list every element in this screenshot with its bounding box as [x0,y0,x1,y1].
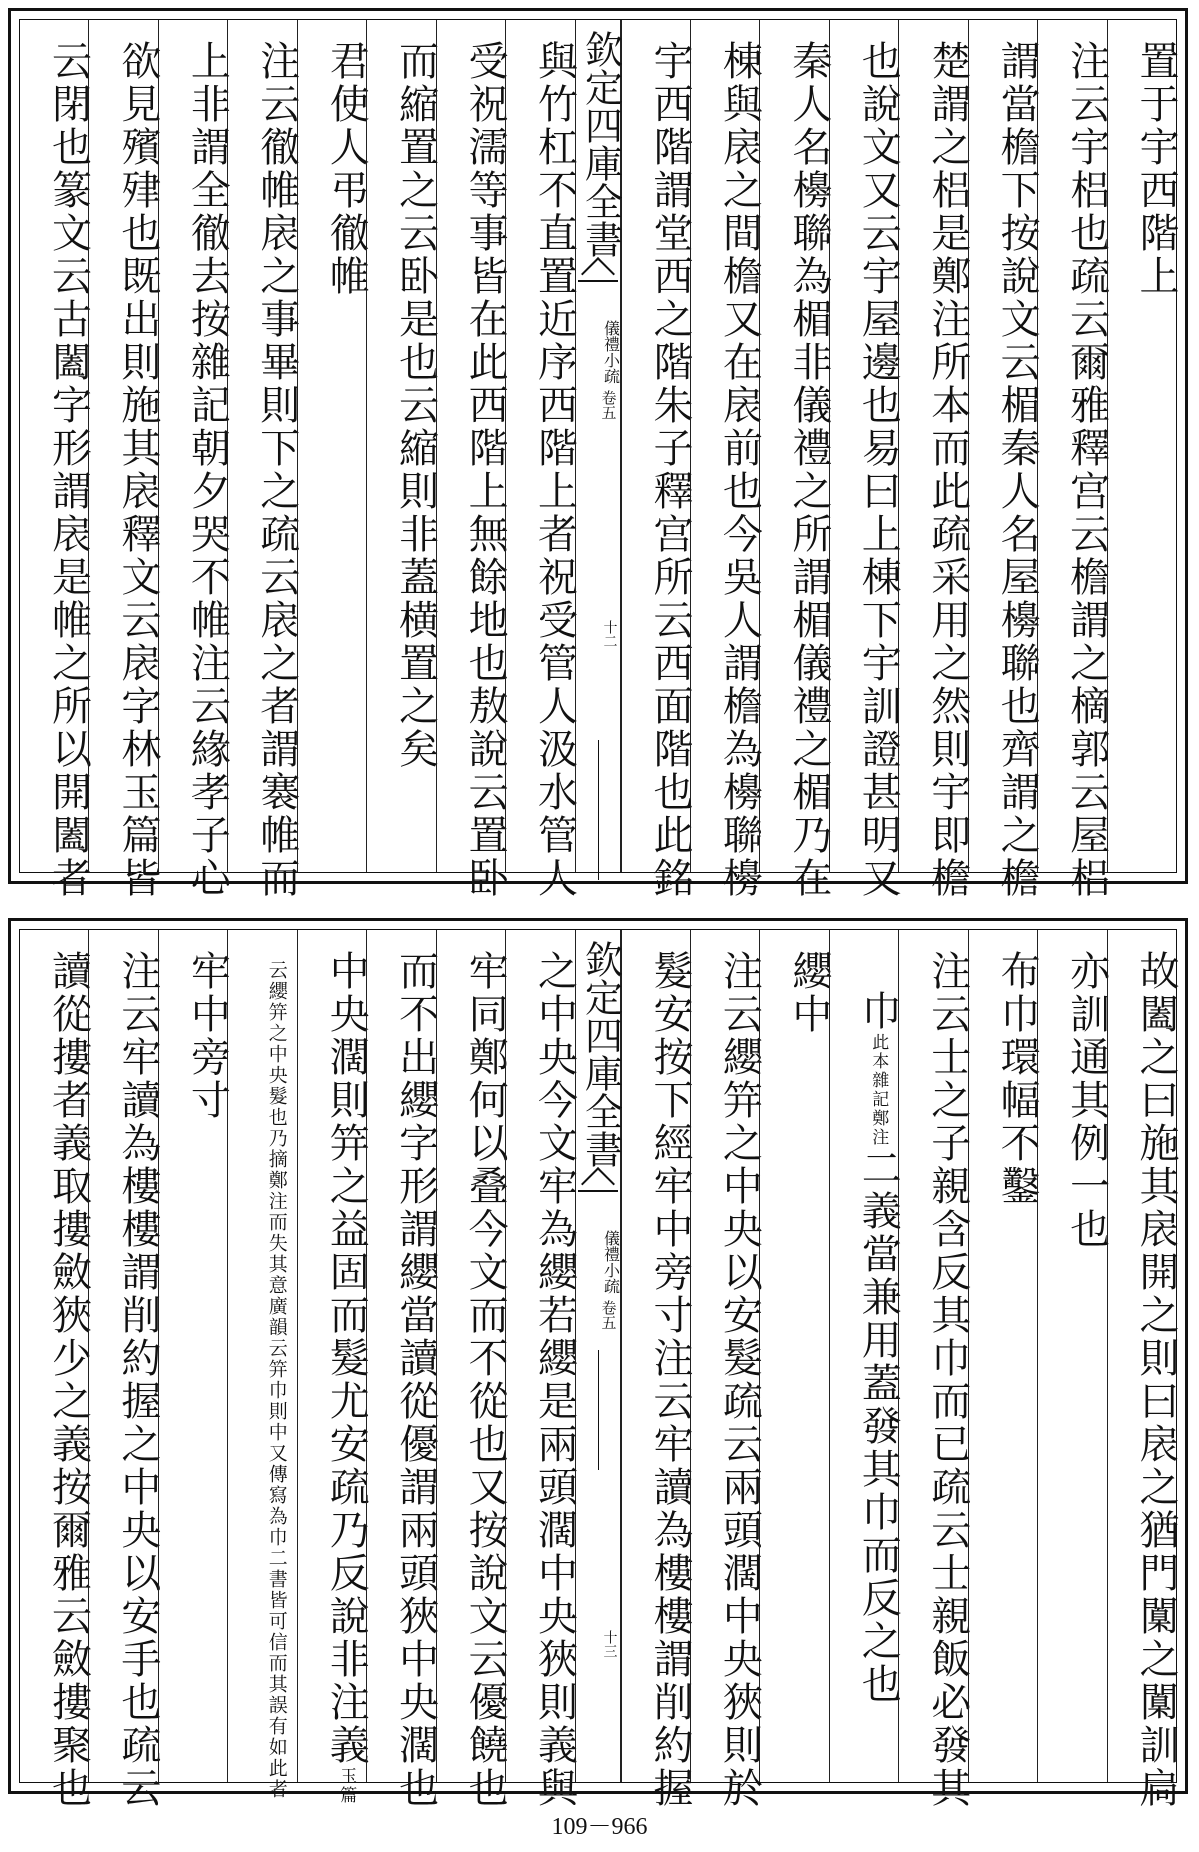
note-line: 玉 [336,1767,357,1786]
text-column: 注云徹帷扆之事畢則下之疏云扆之者謂褰帷而 [227,20,296,872]
text-column: 云閉也篆文云古闔字形謂扆是帷之所以開闔者 [45,40,92,900]
top-page-frame [19,19,1179,900]
bottom-page [8,918,1188,1810]
interlinear-note [326,1767,366,1805]
text-column: 棟與扆之間檐又在扆前也今吳人謂檐為櫋聯櫋 [690,20,759,872]
center-margin [575,930,621,1782]
text-column: 布巾環幅不鑿 [968,930,1037,1782]
book-subtitle: 儀禮小疏 [601,320,621,384]
volume-label: 卷五 [599,390,618,420]
note-line: 記鄭注 [868,1090,889,1147]
text-column: 欲見殯肂也既出則施其扆釋文云扆字林玉篇皆 [88,20,157,872]
text-column: 宇西階謂堂西之階朱子釋宫所云西面階也此銘 [621,20,690,872]
text-column: 上非謂全徹去按雜記朝夕哭不帷注云緣孝子心 [158,20,227,872]
volume-label: 卷五 [599,1300,618,1330]
interlinear-note [257,960,297,1800]
center-margin [575,20,621,872]
text-column: 讀從摟者義取摟斂狹少之義按爾雅云斂摟聚也 [45,950,92,1810]
text-column: 故闔之曰施其扆開之則曰扆之猶門闑之闑訓扃 [1107,930,1176,1782]
book-subtitle: 儀禮小疏 [601,1230,621,1294]
column-main-text: 二義當兼用蓋發其巾而反之也 [855,1147,902,1706]
center-rule [598,1350,599,1470]
column-main-text: 巾 [855,990,902,1033]
text-column: 君使人弔徹帷 [297,20,366,872]
center-rule [598,740,599,880]
text-column: 受祝濡等事皆在此西階上無餘地也敖說云置卧 [436,20,505,872]
note-line: 巾則中又傳寫為巾二書皆可信而其誤有如此者 [265,1380,288,1800]
leaf-number: 十三 [601,1630,618,1658]
text-column: 置于宇西階上 [1107,20,1176,872]
text-column: 謂當檐下按說文云楣秦人名屋櫋聯也齊謂之檐 [968,20,1037,872]
text-column-with-note [297,930,370,1805]
top-page [8,8,1188,900]
text-column: 亦訓通其例一也 [1037,930,1106,1782]
book-title: 欽定四庫全書 [578,30,623,258]
fishtail-mark [578,252,618,282]
note-line: 云纓笄之中央髮也乃摘鄭注而失其意廣韻云笄 [265,960,288,1380]
text-column: 秦人名櫋聯為楣非儀禮之所謂楣儀禮之楣乃在 [759,20,828,872]
note-line: 此本雜 [868,1033,889,1090]
column-main-text: 中央濶則笄之益固而髮尤安疏乃反說非注義 [323,950,370,1767]
leaf-number: 十二 [601,620,618,648]
text-column: 纓中 [759,930,828,1782]
interlinear-note [858,1033,898,1147]
top-page-columns [20,20,1179,900]
text-column: 注云牢讀為樓樓謂削約握之中央以安手也疏云 [88,930,157,1782]
text-column: 楚謂之梠是鄭注所本而此疏采用之然則宇即檐 [898,20,967,872]
text-column: 而不出纓字形謂纓當讀從優謂兩頭狹中央濶也 [366,930,435,1782]
text-column: 牢中旁寸 [158,930,227,1782]
text-column: 注云士之子親含反其巾而已疏云士親飯必發其 [898,930,967,1782]
text-column: 注云宇梠也疏云爾雅釋宫云檐謂之樀郭云屋梠 [1037,20,1106,872]
text-column: 也說文又云宇屋邊也易曰上棟下宇訓證甚明又 [829,20,898,872]
text-column: 而縮置之云卧是也云縮則非蓋横置之矣 [366,20,435,872]
book-title: 欽定四庫全書 [578,940,623,1168]
text-column: 與竹杠不直置近序西階上者祝受管人汲水管人 [505,20,574,872]
text-column: 髮安按下經牢中旁寸注云牢讀為樓樓謂削約握 [621,930,690,1782]
text-column: 牢同鄭何以叠今文而不從也又按說文云優饒也 [436,930,505,1782]
text-column: 注云纓笄之中央以安髮疏云兩頭濶中央狹則於 [690,930,759,1782]
text-column-with-note [829,930,902,1782]
bottom-page-frame [19,929,1179,1810]
fishtail-mark [578,1162,618,1192]
page-number-footer: 109－966 [551,1814,648,1840]
text-column: 之中央今文牢為纓若纓是兩頭濶中央狹則義與 [505,930,574,1782]
note-line: 篇 [336,1786,357,1805]
note-column [227,930,296,1800]
bottom-page-columns [20,930,1179,1810]
